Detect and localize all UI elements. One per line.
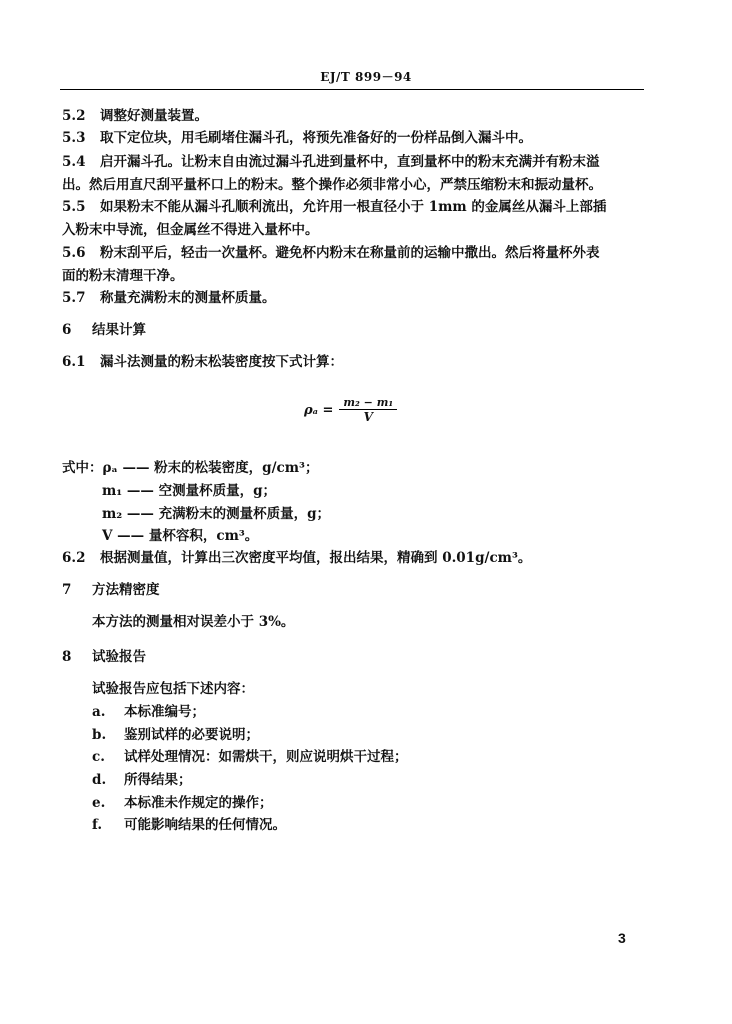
section-number: 6 xyxy=(62,322,72,338)
clause-6-1 xyxy=(62,352,343,372)
clause-number: 5.5 xyxy=(62,199,86,215)
section-title: 方法精密度 xyxy=(92,582,160,598)
clause-text: 根据测量值，计算出三次密度平均值，报出结果，精确到 0.01g/cm³。 xyxy=(100,550,532,566)
report-item xyxy=(92,793,273,813)
item-text: 所得结果； xyxy=(124,772,192,788)
clause-text: 取下定位块，用毛刷堵住漏斗孔，将预先准备好的一份样品倒入漏斗中。 xyxy=(100,130,532,146)
clause-number: 5.4 xyxy=(62,154,86,170)
where-intro: 式中：ρₐ —— 粉末的松装密度，g/cm³； xyxy=(62,460,319,476)
formula-lhs: ρₐ = xyxy=(304,402,334,418)
where-m1: m₁ —— 空测量杯质量，g； xyxy=(102,483,277,499)
clause-5-6 xyxy=(62,243,600,263)
document-header: EJ/T 899－94 xyxy=(320,70,412,84)
page-number: 3 xyxy=(618,930,626,946)
clause-text: 入粉末中导流，但金属丝不得进入量杯中。 xyxy=(62,222,319,238)
clause-5-5-cont xyxy=(62,220,319,240)
clause-text: 面的粉末清理干净。 xyxy=(62,268,184,284)
clause-5-7 xyxy=(62,288,276,308)
section-title: 试验报告 xyxy=(92,649,146,665)
item-text: 可能影响结果的任何情况。 xyxy=(124,817,286,833)
formula-numerator: m₂ − m₁ xyxy=(339,396,397,410)
report-item xyxy=(92,815,286,835)
density-formula xyxy=(304,396,397,424)
clause-number: 5.6 xyxy=(62,245,86,261)
clause-text: 漏斗法测量的粉末松装密度按下式计算： xyxy=(100,354,343,370)
report-item xyxy=(92,770,192,790)
report-item xyxy=(92,725,259,745)
clause-5-4 xyxy=(62,152,600,172)
report-item xyxy=(92,702,205,722)
clause-5-5 xyxy=(62,197,606,217)
section-number: 7 xyxy=(62,582,72,598)
clause-5-3 xyxy=(62,128,532,148)
clause-number: 5.2 xyxy=(62,108,86,124)
item-letter: c. xyxy=(92,749,105,765)
item-text: 本标准未作规定的操作； xyxy=(124,795,273,811)
item-letter: a. xyxy=(92,704,106,720)
clause-number: 6.2 xyxy=(62,550,86,566)
clause-number: 5.7 xyxy=(62,290,86,306)
formula-denominator: V xyxy=(363,410,373,424)
clause-number: 5.3 xyxy=(62,130,86,146)
section-7-heading xyxy=(62,580,160,600)
item-text: 本标准编号； xyxy=(124,704,205,720)
clause-5-6-cont xyxy=(62,266,184,286)
item-text: 鉴别试样的必要说明； xyxy=(124,727,259,743)
formula-fraction xyxy=(339,396,397,424)
where-v: V —— 量杯容积，cm³。 xyxy=(102,528,259,544)
section-6-heading xyxy=(62,320,146,340)
item-letter: d. xyxy=(92,772,107,788)
where-m2: m₂ —— 充满粉末的测量杯质量，g； xyxy=(102,506,331,522)
section-7-body: 本方法的测量相对误差小于 3%。 xyxy=(92,614,295,630)
clause-6-2 xyxy=(62,548,531,568)
section-8-intro: 试验报告应包括下述内容： xyxy=(92,681,254,697)
item-letter: e. xyxy=(92,795,106,811)
item-text: 试样处理情况：如需烘干，则应说明烘干过程； xyxy=(124,749,408,765)
clause-5-2 xyxy=(62,106,208,126)
section-title: 结果计算 xyxy=(92,322,146,338)
clause-text: 如果粉末不能从漏斗孔顺利流出，允许用一根直径小于 1mm 的金属丝从漏斗上部插 xyxy=(100,199,607,215)
clause-text: 调整好测量装置。 xyxy=(100,108,208,124)
clause-text: 启开漏斗孔。让粉末自由流过漏斗孔进到量杯中，直到量杯中的粉末充满并有粉末溢 xyxy=(100,154,600,170)
item-letter: b. xyxy=(92,727,107,743)
report-item xyxy=(92,747,408,767)
item-letter: f. xyxy=(92,817,103,833)
clause-text: 称量充满粉末的测量杯质量。 xyxy=(100,290,276,306)
clause-5-4-cont xyxy=(62,175,602,195)
clause-text: 粉末刮平后，轻击一次量杯。避免杯内粉末在称量前的运输中撒出。然后将量杯外表 xyxy=(100,245,600,261)
section-number: 8 xyxy=(62,649,72,665)
clause-number: 6.1 xyxy=(62,354,86,370)
header-rule xyxy=(60,89,644,90)
clause-text: 出。然后用直尺刮平量杯口上的粉末。整个操作必须非常小心，严禁压缩粉末和振动量杯。 xyxy=(62,177,602,193)
section-8-heading xyxy=(62,647,146,667)
